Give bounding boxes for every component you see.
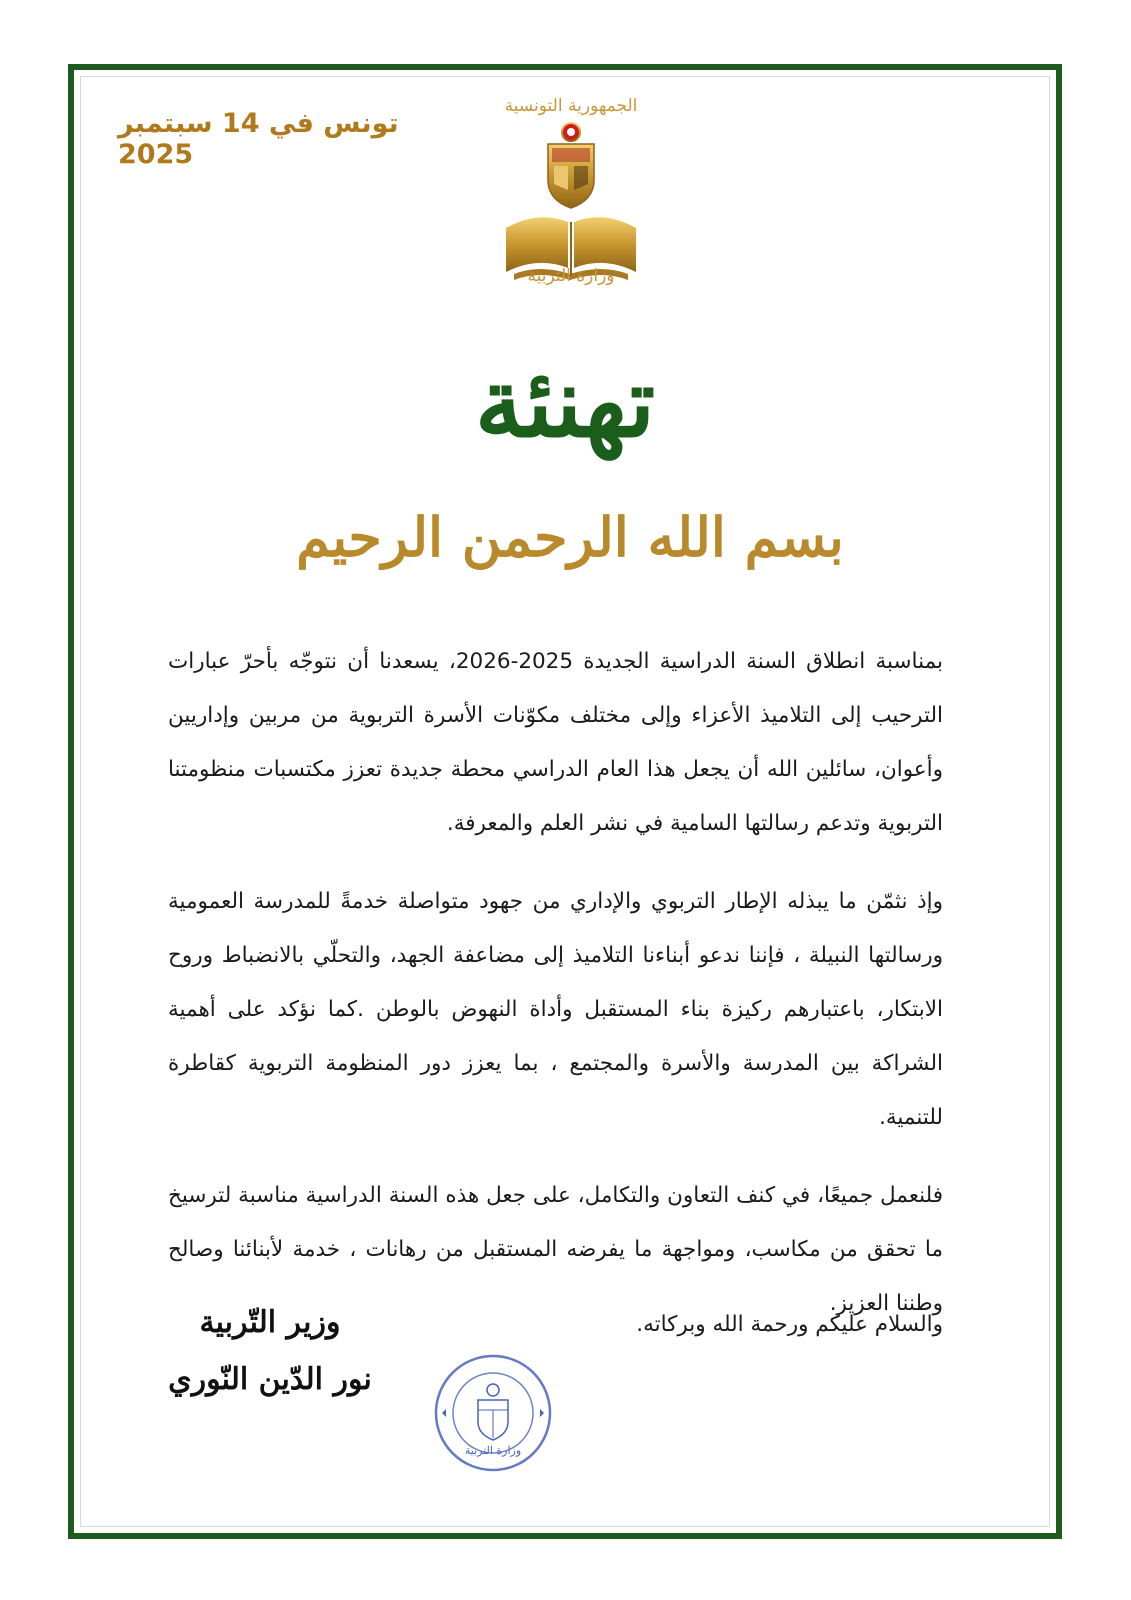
closing-greeting: والسلام عليكم ورحمة الله وبركاته. bbox=[636, 1312, 943, 1337]
letter-body bbox=[168, 635, 943, 1355]
paragraph-3: فلنعمل جميعًا، في كنف التعاون والتكامل، على جعل هذه السنة الدراسية مناسبة لترسيخ ما تحقق من مكاسب، ومواجهة ما يفرضه المستقبل من رهانات ، خدمة لأبنائنا وصالح وطننا العزيز. bbox=[168, 1183, 943, 1316]
official-stamp bbox=[432, 1352, 554, 1474]
paragraph-1: بمناسبة انطلاق السنة الدراسية الجديدة 2025-2026، يسعدنا أن نتوجّه بأحرّ عبارات الترحيب إلى التلاميذ الأعزاء وإلى مختلف مكوّنات الأسرة التربوية من مربين وإداريين وأعوان، سائلين الله أن يجعل هذا العام الدراسي محطة جديدة تعزز مكتسبات منظومتنا التربوية وتدعم رسالتها السامية في نشر العلم والمعرفة. bbox=[168, 649, 943, 836]
paragraph-2: وإذ نثمّن ما يبذله الإطار التربوي والإداري من جهود متواصلة خدمةً للمدرسة العمومية ورسالتها النبيلة ، فإننا ندعو أبناءنا التلاميذ إلى مضاعفة الجهد، والتحلّي بالانضباط وروح الابتكار، باعتبارهم ركيزة بناء المستقبل وأداة النهوض بالوطن .كما نؤكد على أهمية الشراكة بين المدرسة والأسرة والمجتمع ، بما يعزز دور المنظومة التربوية كقاطرة للتنمية. bbox=[168, 889, 943, 1130]
document-date: تونس في 14 سبتمبر 2025 bbox=[118, 108, 399, 170]
coat-of-arms-icon bbox=[496, 118, 646, 288]
signatory-name: نور الدّين النّوري bbox=[168, 1362, 372, 1397]
page-title: تهنئة bbox=[474, 346, 656, 459]
basmala: بسم الله الرحمن الرحيم bbox=[296, 505, 844, 569]
stamp-text: وزارة التربية bbox=[464, 1444, 522, 1457]
ministry-emblem bbox=[496, 96, 646, 306]
signatory-title: وزير التّربية bbox=[199, 1305, 341, 1340]
emblem-ministry-text: وزارة التربية bbox=[527, 266, 615, 286]
emblem-republic-text: الجمهورية التونسية bbox=[504, 96, 638, 116]
